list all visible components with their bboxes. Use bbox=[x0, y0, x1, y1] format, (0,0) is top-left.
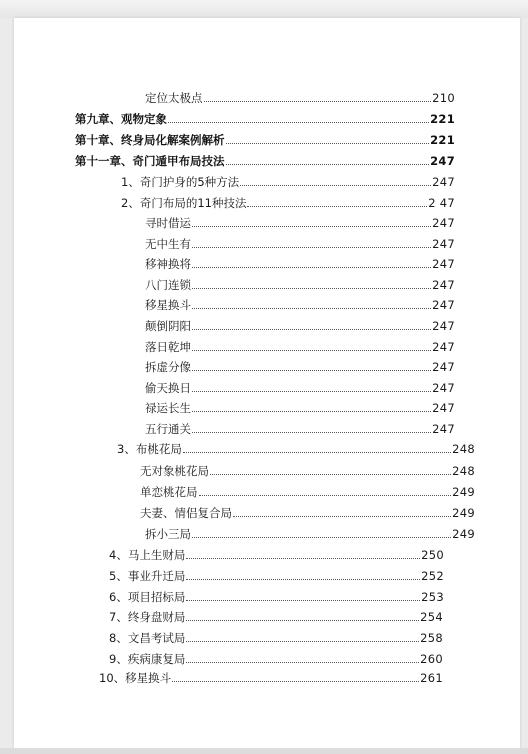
toc-entry-label: 7、终身盘财局 bbox=[109, 610, 186, 624]
toc-entry[interactable] bbox=[145, 357, 455, 375]
toc-entry[interactable] bbox=[145, 234, 455, 252]
toc-entry[interactable] bbox=[145, 295, 455, 313]
toc-entry[interactable] bbox=[109, 607, 443, 625]
toc-entry[interactable] bbox=[145, 419, 455, 437]
toc-entry-label: 八门连锁 bbox=[145, 278, 191, 292]
toc-entry-label: 无对象桃花局 bbox=[140, 464, 209, 478]
dot-leader bbox=[192, 267, 431, 268]
dot-leader bbox=[192, 411, 431, 412]
toc-page-number: 247 bbox=[432, 401, 455, 415]
toc-entry-label: 移神换将 bbox=[145, 257, 191, 271]
dot-leader bbox=[233, 516, 451, 517]
toc-page-number: 247 bbox=[432, 298, 455, 312]
dot-leader bbox=[192, 308, 431, 309]
toc-page-number: 210 bbox=[432, 91, 455, 105]
toc-page-number: 247 bbox=[432, 237, 455, 251]
toc-chapter[interactable] bbox=[75, 151, 455, 169]
dot-leader bbox=[192, 247, 431, 248]
dot-leader bbox=[192, 391, 431, 392]
toc-entry[interactable] bbox=[121, 193, 455, 211]
toc-entry[interactable] bbox=[145, 275, 455, 293]
toc-entry-label: 第九章、观物定象 bbox=[75, 112, 167, 126]
toc-entry-label: 6、项目招标局 bbox=[109, 590, 186, 604]
toc-page-number: 247 bbox=[432, 340, 455, 354]
toc-entry[interactable] bbox=[145, 524, 475, 542]
dot-leader bbox=[240, 185, 431, 186]
toc-entry-label: 第十一章、奇门遁甲布局技法 bbox=[75, 154, 225, 168]
toc-entry-label: 3、布桃花局 bbox=[117, 442, 182, 456]
toc-entry-label: 单恋桃花局 bbox=[140, 485, 198, 499]
toc-entry-label: 寻时借运 bbox=[145, 216, 191, 230]
toc-page-number: 250 bbox=[421, 548, 444, 562]
toc-entry-label: 8、文昌考试局 bbox=[109, 631, 186, 645]
toc-entry-label: 无中生有 bbox=[145, 237, 191, 251]
toc-page-number: 247 bbox=[432, 216, 455, 230]
toc-entry-label: 2、奇门布局的11种技法 bbox=[121, 196, 247, 210]
toc-page-number: 248 bbox=[452, 464, 475, 478]
toc-entry[interactable] bbox=[109, 628, 443, 646]
toc-page-number: 248 bbox=[452, 442, 475, 456]
dot-leader bbox=[226, 143, 430, 144]
toc-entry-label: 禄运长生 bbox=[145, 401, 191, 415]
dot-leader bbox=[186, 558, 420, 559]
toc-chapter[interactable] bbox=[75, 130, 455, 148]
toc-entry-label: 夫妻、情侣复合局 bbox=[140, 506, 232, 520]
dot-leader bbox=[186, 662, 419, 663]
toc-entry-label: 第十章、终身局化解案例解析 bbox=[75, 133, 225, 147]
toc-entry-label: 定位太极点 bbox=[145, 91, 203, 105]
toc-entry[interactable] bbox=[140, 461, 475, 479]
toc-entry[interactable] bbox=[109, 649, 443, 667]
toc-entry-label: 5、事业升迁局 bbox=[109, 569, 186, 583]
toc-page-number: 258 bbox=[420, 631, 443, 645]
toc-entry-label: 偷天换日 bbox=[145, 381, 191, 395]
toc-entry-label: 拆虚分像 bbox=[145, 360, 191, 374]
dot-leader bbox=[192, 537, 451, 538]
toc-page-number: 247 bbox=[432, 175, 455, 189]
dot-leader bbox=[247, 206, 427, 207]
toc-page-number: 247 bbox=[432, 381, 455, 395]
dot-leader bbox=[183, 452, 451, 453]
dot-leader bbox=[186, 641, 419, 642]
toc-page-number: 247 bbox=[432, 422, 455, 436]
toc-page-number: 247 bbox=[432, 319, 455, 333]
toc-page-number: 221 bbox=[430, 112, 455, 126]
toc-chapter[interactable] bbox=[75, 109, 455, 127]
toc-entry[interactable] bbox=[145, 398, 455, 416]
toc-page-number: 254 bbox=[420, 610, 443, 624]
toc-entry[interactable] bbox=[145, 88, 455, 106]
dot-leader bbox=[199, 495, 452, 496]
dot-leader bbox=[186, 579, 420, 580]
toc-entry[interactable] bbox=[145, 378, 455, 396]
dot-leader bbox=[192, 370, 431, 371]
dot-leader bbox=[192, 350, 431, 351]
toc-page-number: 247 bbox=[432, 257, 455, 271]
toc-page-number: 247 bbox=[430, 154, 455, 168]
toc-entry-label: 拆小三局 bbox=[145, 527, 191, 541]
toc-entry[interactable] bbox=[117, 439, 475, 457]
dot-leader bbox=[226, 164, 430, 165]
dot-leader bbox=[192, 226, 431, 227]
dot-leader bbox=[204, 101, 432, 102]
toc-entry-label: 1、奇门护身的5种方法 bbox=[121, 175, 240, 189]
dot-leader bbox=[210, 474, 451, 475]
dot-leader bbox=[186, 600, 420, 601]
toc-entry[interactable] bbox=[109, 587, 444, 605]
toc-page-number: 249 bbox=[452, 506, 475, 520]
toc-entry-label: 4、马上生财局 bbox=[109, 548, 186, 562]
toc-entry[interactable] bbox=[140, 503, 475, 521]
toc-page-number: 221 bbox=[430, 133, 455, 147]
dot-leader bbox=[192, 432, 431, 433]
toc-page-number: 261 bbox=[420, 671, 443, 685]
toc-entry-label: 落日乾坤 bbox=[145, 340, 191, 354]
toc-entry-label: 移星换斗 bbox=[145, 298, 191, 312]
toc-entry[interactable] bbox=[109, 566, 444, 584]
toc-entry-label: 9、疾病康复局 bbox=[109, 652, 186, 666]
toc-entry[interactable] bbox=[145, 337, 455, 355]
toc-entry[interactable] bbox=[109, 545, 444, 563]
toc-entry[interactable] bbox=[145, 254, 455, 272]
toc-page-number: 249 bbox=[452, 527, 475, 541]
toc-entry[interactable] bbox=[121, 172, 455, 190]
toc-page-number: 253 bbox=[421, 590, 444, 604]
toc-entry[interactable] bbox=[145, 316, 455, 334]
dot-leader bbox=[192, 288, 431, 289]
toc-page-number: 247 bbox=[432, 278, 455, 292]
toc-entry-label: 颠倒阴阳 bbox=[145, 319, 191, 333]
dot-leader bbox=[192, 329, 431, 330]
toc-entry-label: 10、移星换斗 bbox=[99, 671, 172, 685]
dot-leader bbox=[186, 620, 419, 621]
toc-page-number: 260 bbox=[420, 652, 443, 666]
toc-entry[interactable] bbox=[140, 482, 475, 500]
toc-entry-label: 五行通关 bbox=[145, 422, 191, 436]
dot-leader bbox=[168, 122, 429, 123]
toc-entry[interactable] bbox=[145, 213, 455, 231]
toc-page-number: 247 bbox=[432, 360, 455, 374]
toc-page-number: 2 47 bbox=[428, 196, 455, 210]
dot-leader bbox=[172, 681, 419, 682]
toc-page-number: 249 bbox=[452, 485, 475, 499]
toc-entry[interactable] bbox=[99, 668, 443, 686]
toc-page-number: 252 bbox=[421, 569, 444, 583]
